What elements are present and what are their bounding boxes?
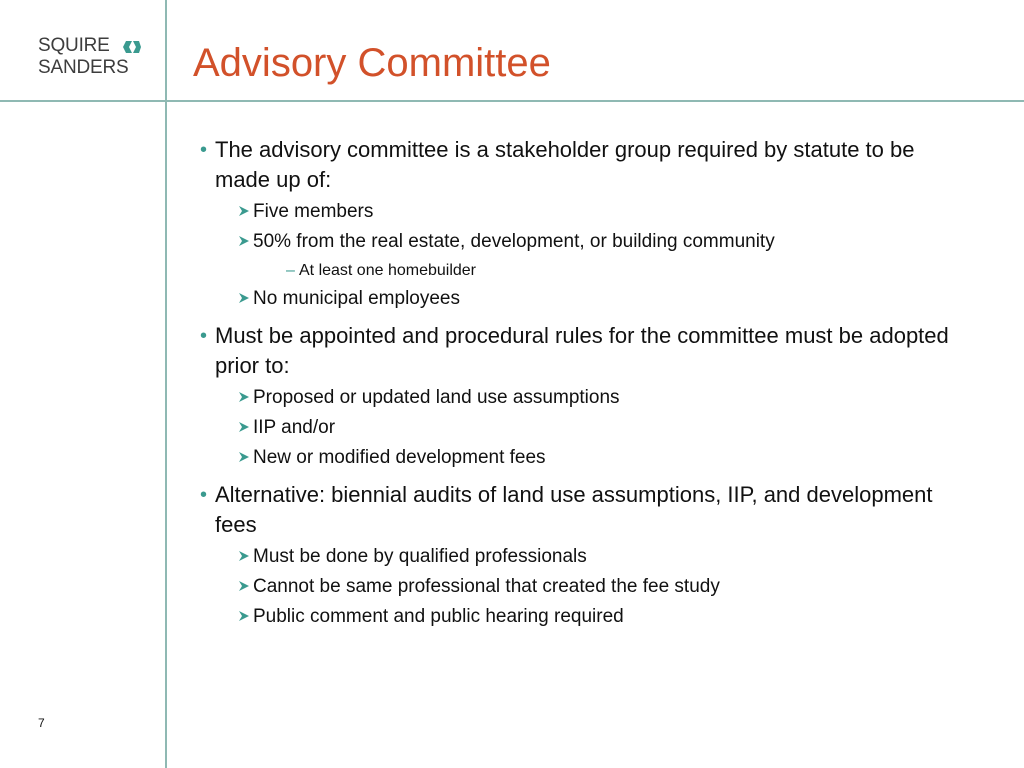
- slide-title: Advisory Committee: [193, 41, 551, 85]
- bullet-text: Alternative: biennial audits of land use assumptions, IIP, and development fees: [215, 482, 933, 537]
- arrow-bullet-icon: [238, 205, 250, 217]
- sub-bullet-text: Public comment and public hearing required: [253, 606, 624, 627]
- arrow-bullet-icon: [238, 451, 250, 463]
- arrow-bullet-icon: [238, 610, 250, 622]
- sub-bullet-text: No municipal employees: [253, 288, 460, 309]
- sub-bullet-item: [238, 575, 958, 599]
- sub-bullet-text: Cannot be same professional that created the fee study: [253, 576, 720, 597]
- sub-bullet-item: [238, 605, 958, 629]
- sub-bullet-item: [238, 545, 958, 569]
- logo-text-line2: SANDERS: [38, 57, 129, 78]
- sub-bullet-item: [238, 200, 958, 224]
- bullet-group: [198, 321, 958, 470]
- sub-bullet-text: Five members: [253, 201, 374, 222]
- vertical-divider: [165, 0, 167, 768]
- sub-sub-bullet-text: At least one homebuilder: [299, 262, 476, 279]
- sub-bullet-text: IIP and/or: [253, 417, 336, 438]
- arrow-bullet-icon: [238, 235, 250, 247]
- sub-bullet-item: [238, 287, 958, 311]
- sub-bullet-item: [238, 416, 958, 440]
- bullet-group: [198, 480, 958, 629]
- arrow-bullet-icon: [238, 292, 250, 304]
- bullet-item: [198, 480, 958, 540]
- bullet-dot-icon: •: [200, 139, 208, 161]
- sub-bullet-item: [238, 230, 958, 254]
- slide-body: [198, 135, 958, 639]
- arrow-bullet-icon: [238, 550, 250, 562]
- bullet-text: Must be appointed and procedural rules for the committee must be adopted prior to:: [215, 323, 949, 378]
- bullet-group: [198, 135, 958, 311]
- logo-mark-icon: [123, 39, 141, 55]
- arrow-bullet-icon: [238, 391, 250, 403]
- arrow-bullet-icon: [238, 580, 250, 592]
- sub-bullet-text: Must be done by qualified professionals: [253, 546, 587, 567]
- bullet-item: [198, 135, 958, 195]
- horizontal-divider: [0, 100, 1024, 102]
- sub-bullet-text: 50% from the real estate, development, or building community: [253, 231, 775, 252]
- sub-bullet-item: [238, 446, 958, 470]
- sub-sub-bullet-item: [286, 260, 958, 282]
- sub-bullet-item: [238, 386, 958, 410]
- bullet-item: [198, 321, 958, 381]
- sub-bullet-text: New or modified development fees: [253, 447, 546, 468]
- dash-bullet-icon: –: [286, 262, 295, 279]
- squire-sanders-logo: [38, 36, 158, 84]
- bullet-dot-icon: •: [200, 325, 208, 347]
- page-number: 7: [38, 716, 45, 730]
- sub-bullet-text: Proposed or updated land use assumptions: [253, 387, 620, 408]
- arrow-bullet-icon: [238, 421, 250, 433]
- bullet-text: The advisory committee is a stakeholder group required by statute to be made up of:: [215, 137, 915, 192]
- bullet-dot-icon: •: [200, 484, 208, 506]
- logo-text-line1: SQUIRE: [38, 35, 110, 56]
